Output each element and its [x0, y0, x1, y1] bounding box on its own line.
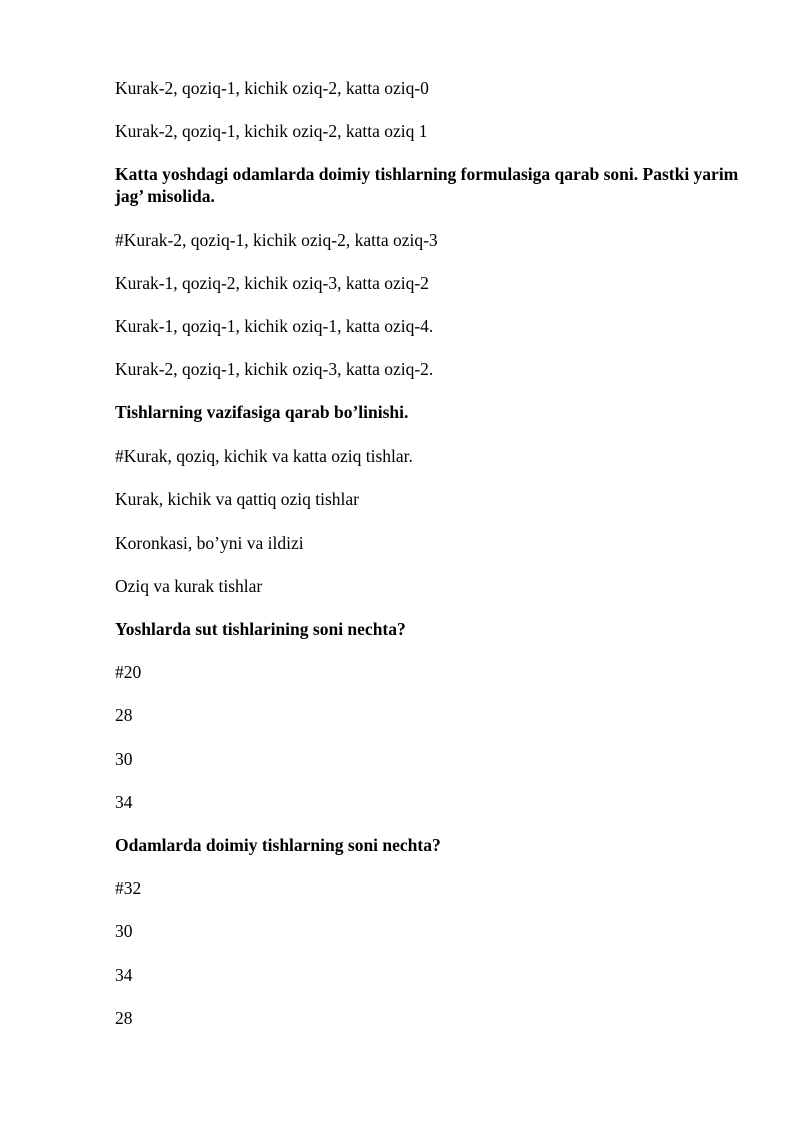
- question-heading: Katta yoshdagi odamlarda doimiy tishlarning formulasiga qarab soni. Pastki yarim jag’ misolida.: [115, 164, 739, 206]
- answer-option: 34: [115, 965, 133, 985]
- answer-option: 34: [115, 792, 133, 812]
- answer-option: 30: [115, 921, 133, 941]
- answer-option: Kurak-2, qoziq-1, kichik oziq-2, katta oziq 1: [115, 121, 428, 141]
- answer-option: Kurak-1, qoziq-2, kichik oziq-3, katta oziq-2: [115, 273, 429, 293]
- answer-option-correct: #Kurak, qoziq, kichik va katta oziq tishlar.: [115, 446, 413, 466]
- answer-option: Kurak-2, qoziq-1, kichik oziq-3, katta oziq-2.: [115, 359, 434, 379]
- answer-option: Kurak-2, qoziq-1, kichik oziq-2, katta oziq-0: [115, 78, 429, 98]
- answer-option: 28: [115, 1008, 133, 1028]
- answer-option: Kurak-1, qoziq-1, kichik oziq-1, katta oziq-4.: [115, 316, 434, 336]
- answer-option: Oziq va kurak tishlar: [115, 576, 263, 596]
- question-heading: Yoshlarda sut tishlarining soni nechta?: [115, 619, 406, 639]
- question-heading: Tishlarning vazifasiga qarab bo’linishi.: [115, 402, 409, 422]
- answer-option: 30: [115, 749, 133, 769]
- answer-option-correct: #Kurak-2, qoziq-1, kichik oziq-2, katta oziq-3: [115, 230, 438, 250]
- answer-option: Kurak, kichik va qattiq oziq tishlar: [115, 489, 359, 509]
- answer-option: 28: [115, 705, 133, 725]
- answer-option-correct: #32: [115, 878, 142, 898]
- answer-option-correct: #20: [115, 662, 142, 682]
- question-heading: Odamlarda doimiy tishlarning soni nechta?: [115, 835, 441, 855]
- answer-option: Koronkasi, bo’yni va ildizi: [115, 533, 304, 553]
